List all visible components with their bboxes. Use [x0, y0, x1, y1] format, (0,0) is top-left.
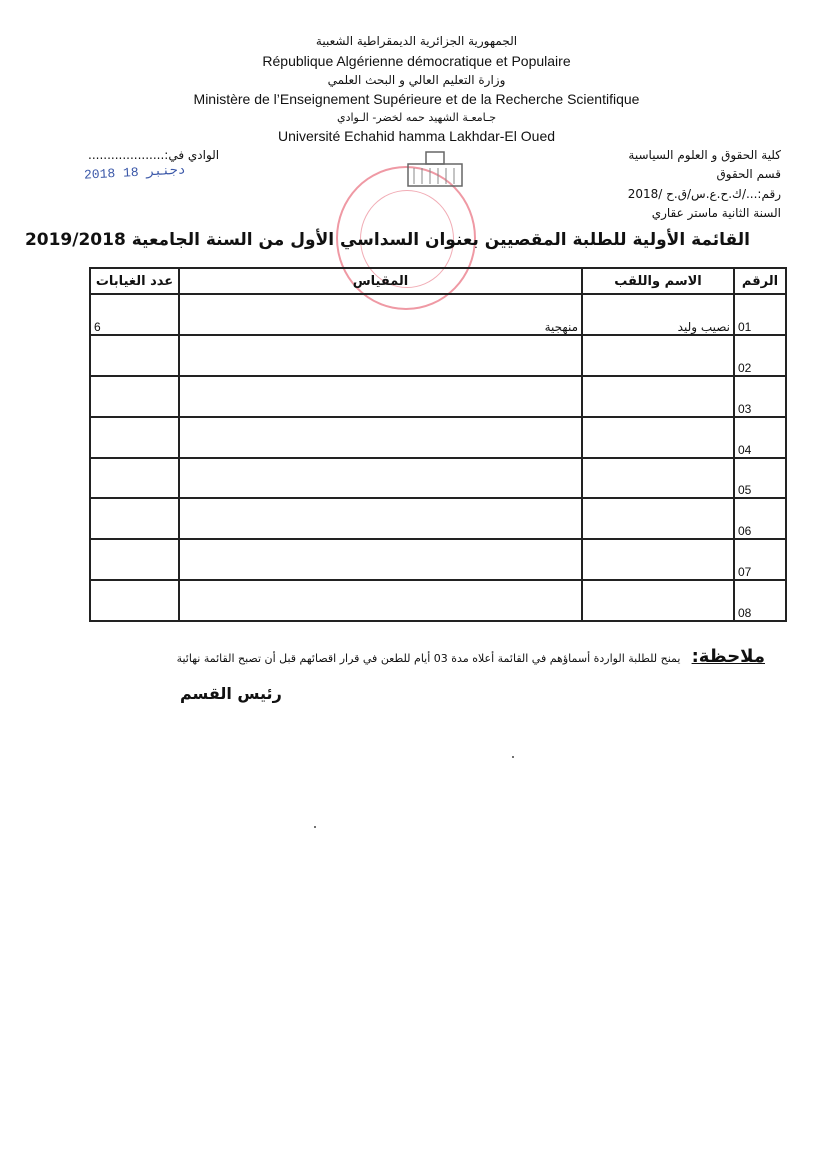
student-name: نصيب وليد — [582, 294, 734, 335]
header-number: الرقم — [734, 268, 786, 294]
row-number: 07 — [734, 539, 786, 580]
scan-speck — [314, 826, 316, 828]
table-row — [90, 498, 786, 539]
table-row — [90, 417, 786, 458]
absence-count: 6 — [90, 294, 179, 335]
student-name — [582, 376, 734, 417]
note-text: يمنح للطلبة الواردة أسماؤهم في القائمة أعلاه مدة 03 أيام للطعن في قرار اقصائهم قبل أن تصبح القائمة نهائية — [176, 652, 681, 665]
row-number: 02 — [734, 335, 786, 376]
place-date: الوادي في:.................... — [88, 148, 220, 162]
note-label: ملاحظة: — [691, 646, 765, 667]
student-name — [582, 539, 734, 580]
student-name — [582, 458, 734, 499]
table-row — [90, 294, 786, 335]
module-name — [179, 335, 582, 376]
reference-number: رقم:.../ك.ح.ع.س/ق.ح /2018 — [627, 187, 781, 201]
university-ar: جـامعـة الشهيد حمه لخضر- الـوادي — [336, 111, 497, 124]
date-stamp: 2018 دجنبر 18 — [83, 162, 186, 183]
module-name — [179, 498, 582, 539]
excluded-students-table — [89, 267, 787, 622]
module-name — [179, 458, 582, 499]
academic-level: السنة الثانية ماستر عقاري — [651, 206, 781, 220]
student-name — [582, 498, 734, 539]
ministry-fr: Ministère de l’Enseignement Supérieure et de la Recherche Scientifique — [193, 91, 640, 107]
module-name: منهجية — [179, 294, 582, 335]
row-number: 08 — [734, 580, 786, 621]
row-number: 01 — [734, 294, 786, 335]
module-name — [179, 376, 582, 417]
student-name — [582, 417, 734, 458]
table-header-row — [90, 268, 786, 294]
row-number: 03 — [734, 376, 786, 417]
module-name — [179, 580, 582, 621]
department-name: قسم الحقوق — [716, 167, 781, 181]
absence-count — [90, 376, 179, 417]
absence-count — [90, 498, 179, 539]
row-number: 06 — [734, 498, 786, 539]
building-stamp-icon — [404, 150, 466, 190]
student-name — [582, 580, 734, 621]
republic-ar: الجمهورية الجزائرية الديمقراطية الشعبية — [315, 34, 518, 48]
header-module: المقياس — [179, 268, 582, 294]
table-row — [90, 335, 786, 376]
republic-fr: République Algérienne démocratique et Populaire — [262, 53, 571, 69]
student-name — [582, 335, 734, 376]
row-number: 04 — [734, 417, 786, 458]
scan-speck — [512, 756, 514, 758]
header-absences: عدد الغيابات — [90, 268, 179, 294]
header-name: الاسم واللقب — [582, 268, 734, 294]
table-row — [90, 458, 786, 499]
ministry-ar: وزارة التعليم العالي و البحث العلمي — [327, 73, 506, 87]
note — [177, 646, 765, 667]
table-row — [90, 539, 786, 580]
table-row — [90, 580, 786, 621]
page-title: القائمة الأولية للطلبة المقصيين بعنوان السداسي الأول من السنة الجامعية 2019/2018 — [24, 230, 750, 250]
module-name — [179, 417, 582, 458]
table-row — [90, 376, 786, 417]
university-fr: Université Echahid hamma Lakhdar-El Oued — [277, 128, 556, 144]
absence-count — [90, 335, 179, 376]
absence-count — [90, 539, 179, 580]
absence-count — [90, 417, 179, 458]
absence-count — [90, 458, 179, 499]
faculty-name: كلية الحقوق و العلوم السياسية — [628, 148, 781, 162]
absence-count — [90, 580, 179, 621]
module-name — [179, 539, 582, 580]
department-head-signature: رئيس القسم — [180, 684, 282, 703]
row-number: 05 — [734, 458, 786, 499]
